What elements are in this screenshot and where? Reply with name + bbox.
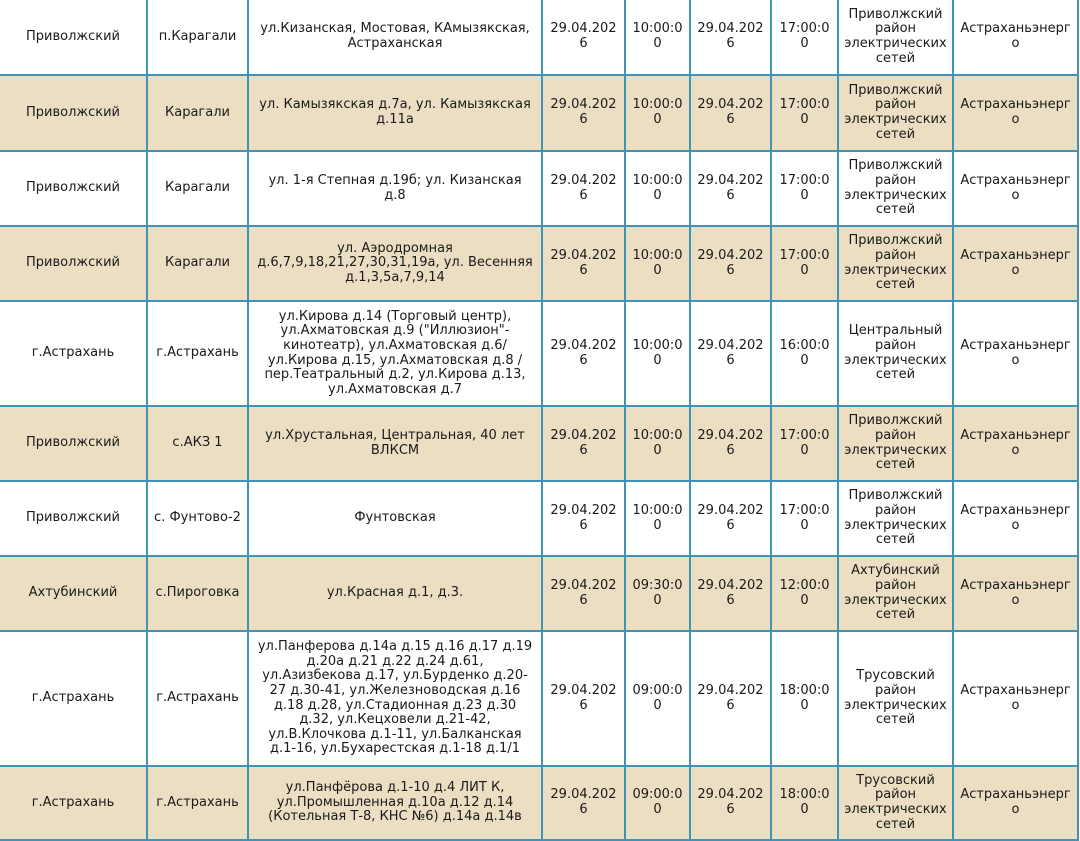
end-time-cell: 12:00:00 xyxy=(771,556,838,631)
end-date-cell: 29.04.2026 xyxy=(690,556,771,631)
end-date-cell: 29.04.2026 xyxy=(690,631,771,766)
table-row xyxy=(0,75,1078,151)
res-cell: Приволжский район электрических сетей xyxy=(838,75,953,151)
district-cell: Приволжский xyxy=(0,151,147,226)
start-date-cell: 29.04.2026 xyxy=(542,75,625,151)
table-row xyxy=(0,556,1078,631)
end-time-cell: 17:00:00 xyxy=(771,0,838,75)
locality-cell: г.Астрахань xyxy=(147,631,248,766)
streets-cell: ул.Кирова д.14 (Торговый центр), ул.Ахматовская д.9 ("Иллюзион"-кинотеатр), ул.Ахматовская д.6/ ул.Кирова д.15, ул.Ахматовская д.8 / пер.Театральный д.2, ул.Кирова д.13, ул.Ахматовская д.7 xyxy=(248,301,542,406)
district-cell: Приволжский xyxy=(0,406,147,481)
res-cell: Приволжский район электрических сетей xyxy=(838,226,953,301)
start-date-cell: 29.04.2026 xyxy=(542,151,625,226)
start-time-cell: 10:00:00 xyxy=(625,75,690,151)
company-cell: Астраханьэнерго xyxy=(953,151,1078,226)
end-time-cell: 16:00:00 xyxy=(771,301,838,406)
start-time-cell: 09:00:00 xyxy=(625,766,690,840)
table-row xyxy=(0,406,1078,481)
locality-cell: с.Пироговка xyxy=(147,556,248,631)
company-cell: Астраханьэнерго xyxy=(953,226,1078,301)
res-cell: Трусовский район электрических сетей xyxy=(838,766,953,840)
streets-cell: ул.Хрустальная, Центральная, 40 лет ВЛКСМ xyxy=(248,406,542,481)
start-date-cell: 29.04.2026 xyxy=(542,301,625,406)
streets-cell: ул. Камызякская д.7а, ул. Камызякская д.11а xyxy=(248,75,542,151)
res-cell: Центральный район электрических сетей xyxy=(838,301,953,406)
end-date-cell: 29.04.2026 xyxy=(690,75,771,151)
table-row xyxy=(0,151,1078,226)
table-row xyxy=(0,301,1078,406)
district-cell: Приволжский xyxy=(0,0,147,75)
end-date-cell: 29.04.2026 xyxy=(690,406,771,481)
res-cell: Приволжский район электрических сетей xyxy=(838,151,953,226)
end-date-cell: 29.04.2026 xyxy=(690,0,771,75)
start-date-cell: 29.04.2026 xyxy=(542,481,625,556)
streets-cell: ул.Красная д.1, д.3. xyxy=(248,556,542,631)
start-time-cell: 10:00:00 xyxy=(625,481,690,556)
res-cell: Приволжский район электрических сетей xyxy=(838,406,953,481)
streets-cell: ул.Кизанская, Мостовая, КАмызякская, Астраханская xyxy=(248,0,542,75)
start-time-cell: 10:00:00 xyxy=(625,226,690,301)
streets-cell: Фунтовская xyxy=(248,481,542,556)
end-date-cell: 29.04.2026 xyxy=(690,226,771,301)
streets-cell: ул. Аэродромная д.6,7,9,18,21,27,30,31,19а, ул. Весенняя д.1,3,5а,7,9,14 xyxy=(248,226,542,301)
district-cell: Приволжский xyxy=(0,481,147,556)
res-cell: Трусовский район электрических сетей xyxy=(838,631,953,766)
table-row xyxy=(0,226,1078,301)
company-cell: Астраханьэнерго xyxy=(953,481,1078,556)
start-date-cell: 29.04.2026 xyxy=(542,766,625,840)
district-cell: Ахтубинский xyxy=(0,556,147,631)
start-time-cell: 10:00:00 xyxy=(625,406,690,481)
end-date-cell: 29.04.2026 xyxy=(690,481,771,556)
table-row xyxy=(0,631,1078,766)
end-time-cell: 17:00:00 xyxy=(771,406,838,481)
res-cell: Приволжский район электрических сетей xyxy=(838,0,953,75)
locality-cell: с. Фунтово-2 xyxy=(147,481,248,556)
company-cell: Астраханьэнерго xyxy=(953,556,1078,631)
district-cell: г.Астрахань xyxy=(0,766,147,840)
table-row xyxy=(0,481,1078,556)
locality-cell: г.Астрахань xyxy=(147,766,248,840)
end-time-cell: 18:00:00 xyxy=(771,631,838,766)
start-date-cell: 29.04.2026 xyxy=(542,556,625,631)
end-date-cell: 29.04.2026 xyxy=(690,766,771,840)
company-cell: Астраханьэнерго xyxy=(953,766,1078,840)
table-row xyxy=(0,0,1078,75)
start-time-cell: 10:00:00 xyxy=(625,301,690,406)
locality-cell: Карагали xyxy=(147,151,248,226)
locality-cell: п.Карагали xyxy=(147,0,248,75)
district-cell: Приволжский xyxy=(0,75,147,151)
district-cell: г.Астрахань xyxy=(0,631,147,766)
district-cell: Приволжский xyxy=(0,226,147,301)
end-time-cell: 18:00:00 xyxy=(771,766,838,840)
end-date-cell: 29.04.2026 xyxy=(690,151,771,226)
start-date-cell: 29.04.2026 xyxy=(542,631,625,766)
company-cell: Астраханьэнерго xyxy=(953,75,1078,151)
end-date-cell: 29.04.2026 xyxy=(690,301,771,406)
start-date-cell: 29.04.2026 xyxy=(542,0,625,75)
company-cell: Астраханьэнерго xyxy=(953,631,1078,766)
company-cell: Астраханьэнерго xyxy=(953,406,1078,481)
company-cell: Астраханьэнерго xyxy=(953,301,1078,406)
start-time-cell: 10:00:00 xyxy=(625,151,690,226)
end-time-cell: 17:00:00 xyxy=(771,75,838,151)
end-time-cell: 17:00:00 xyxy=(771,151,838,226)
start-time-cell: 10:00:00 xyxy=(625,0,690,75)
streets-cell: ул.Панфёрова д.1-10 д.4 ЛИТ К, ул.Промышленная д.10а д.12 д.14 (Котельная Т-8, КНС №6) д.14а д.14в xyxy=(248,766,542,840)
start-date-cell: 29.04.2026 xyxy=(542,406,625,481)
locality-cell: г.Астрахань xyxy=(147,301,248,406)
start-time-cell: 09:30:00 xyxy=(625,556,690,631)
end-time-cell: 17:00:00 xyxy=(771,226,838,301)
locality-cell: Карагали xyxy=(147,226,248,301)
streets-cell: ул.Панферова д.14а д.15 д.16 д.17 д.19 д.20а д.21 д.22 д.24 д.61, ул.Азизбекова д.17, ул.Бурденко д.20-27 д.30-41, ул.Железноводская д.16 д.18 д.28, ул.Стадионная д.23 д.30 д.32, ул.Кецховели д.21-42, ул.В.Клочкова д.1-11, ул.Балканская д.1-16, ул.Бухарестская д.1-18 д.1/1 xyxy=(248,631,542,766)
start-date-cell: 29.04.2026 xyxy=(542,226,625,301)
res-cell: Ахтубинский район электрических сетей xyxy=(838,556,953,631)
locality-cell: Карагали xyxy=(147,75,248,151)
res-cell: Приволжский район электрических сетей xyxy=(838,481,953,556)
locality-cell: с.АКЗ 1 xyxy=(147,406,248,481)
district-cell: г.Астрахань xyxy=(0,301,147,406)
table-row xyxy=(0,766,1078,840)
company-cell: Астраханьэнерго xyxy=(953,0,1078,75)
end-time-cell: 17:00:00 xyxy=(771,481,838,556)
streets-cell: ул. 1-я Степная д.19б; ул. Кизанская д.8 xyxy=(248,151,542,226)
start-time-cell: 09:00:00 xyxy=(625,631,690,766)
